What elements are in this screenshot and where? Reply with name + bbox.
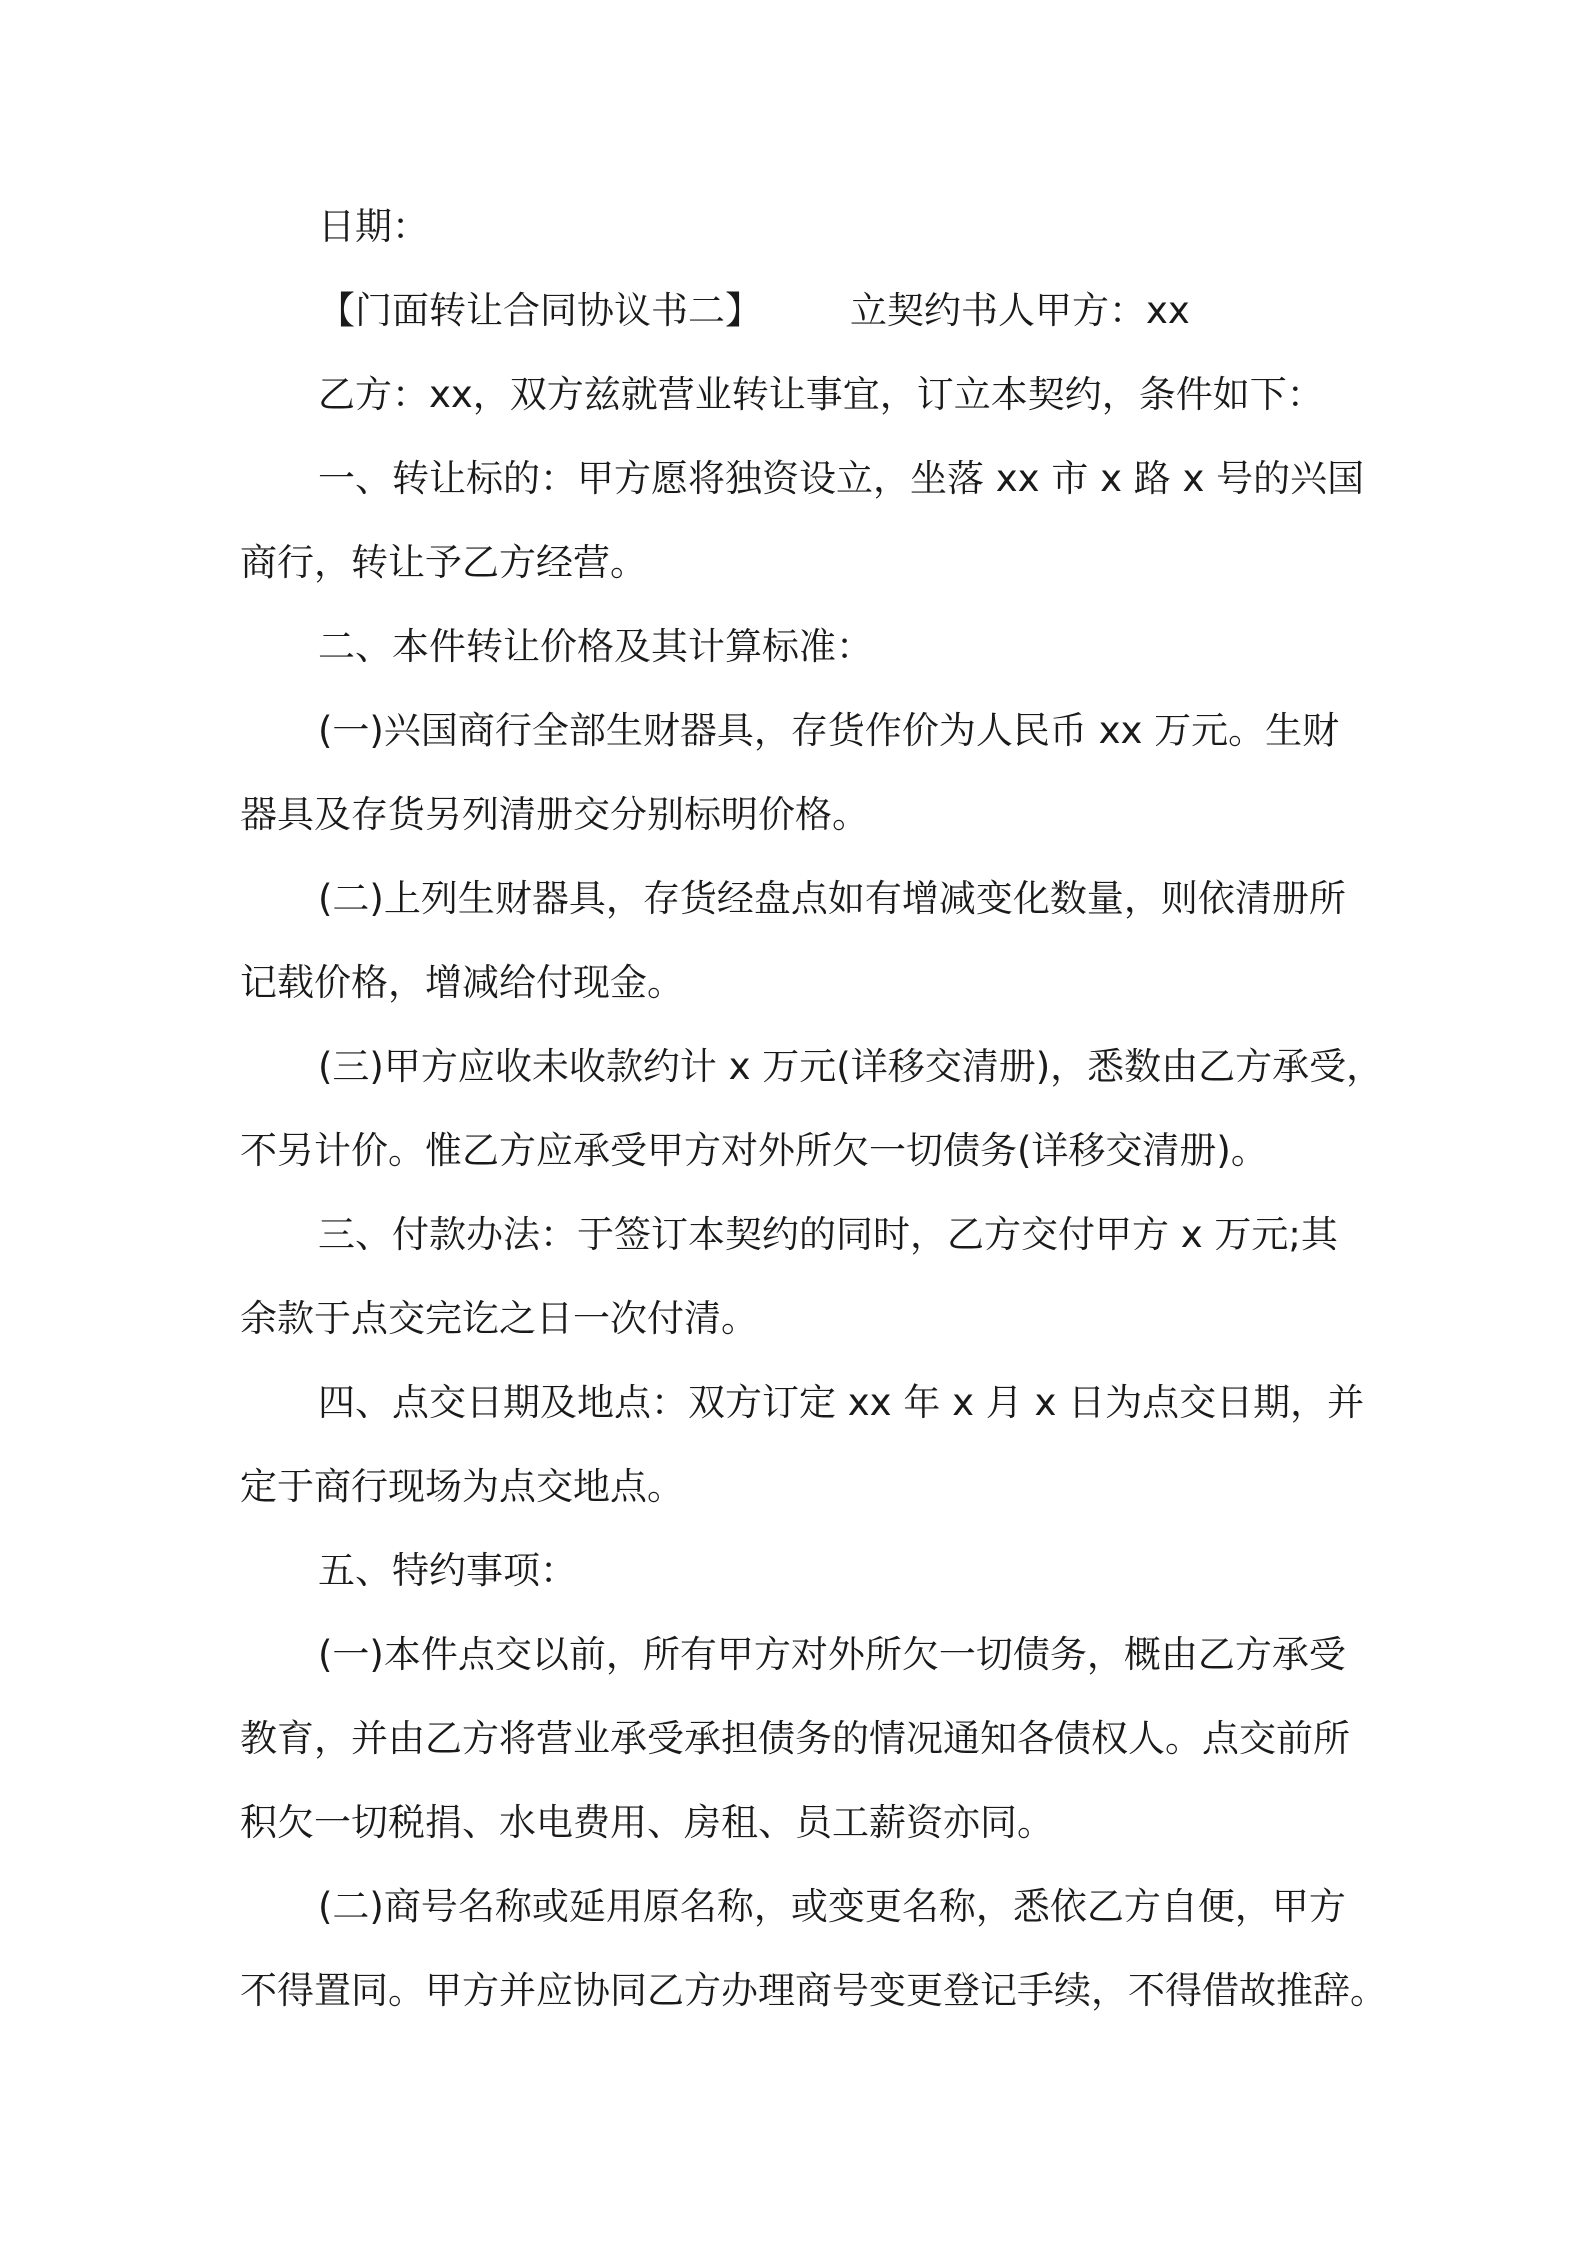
paragraph-line: (三)甲方应收未收款约计 x 万元(详移交清册)，悉数由乙方承受， xyxy=(318,1045,1384,1088)
paragraph-line: (二)商号名称或延用原名称，或变更名称，悉依乙方自便，甲方 xyxy=(318,1885,1346,1928)
paragraph-line: 五、特约事项： xyxy=(318,1549,577,1592)
paragraph-line: 四、点交日期及地点：双方订定 xx 年 x 月 x 日为点交日期，并 xyxy=(318,1381,1365,1424)
paragraph-line: 积欠一切税捐、水电费用、房租、员工薪资亦同。 xyxy=(240,1801,1054,1844)
paragraph-line: (二)上列生财器具，存货经盘点如有增减变化数量，则依清册所 xyxy=(318,877,1346,920)
paragraph-line: 二、本件转让价格及其计算标准： xyxy=(318,625,873,668)
section-title: 【门面转让合同协议书二】 xyxy=(318,289,762,332)
paragraph-line: 记载价格，增减给付现金。 xyxy=(240,961,684,1004)
paragraph-line: 三、付款办法：于签订本契约的同时，乙方交付甲方 x 万元;其 xyxy=(318,1213,1338,1256)
paragraph-line: 定于商行现场为点交地点。 xyxy=(240,1465,684,1508)
date-label: 日期： xyxy=(318,205,429,248)
paragraph-line: 商行，转让予乙方经营。 xyxy=(240,541,647,584)
paragraph-line: (一)本件点交以前，所有甲方对外所欠一切债务，概由乙方承受 xyxy=(318,1633,1346,1676)
paragraph-line: 器具及存货另列清册交分别标明价格。 xyxy=(240,793,869,836)
paragraph-line: 不得置同。甲方并应协同乙方办理商号变更登记手续，不得借故推辞。 xyxy=(240,1969,1387,2012)
paragraph-line: 教育，并由乙方将营业承受承担债务的情况通知各债权人。点交前所 xyxy=(240,1717,1350,1760)
paragraph-line: 乙方：xx，双方兹就营业转让事宜，订立本契约，条件如下： xyxy=(318,373,1324,416)
party-a-label: 立契约书人甲方：xx xyxy=(850,289,1190,332)
paragraph-line: 余款于点交完讫之日一次付清。 xyxy=(240,1297,758,1340)
paragraph-line: (一)兴国商行全部生财器具，存货作价为人民币 xx 万元。生财 xyxy=(318,709,1340,752)
paragraph-line: 一、转让标的：甲方愿将独资设立，坐落 xx 市 x 路 x 号的兴国 xyxy=(318,457,1365,500)
section-title-line xyxy=(318,286,1190,336)
paragraph-line: 不另计价。惟乙方应承受甲方对外所欠一切债务(详移交清册)。 xyxy=(240,1129,1268,1172)
